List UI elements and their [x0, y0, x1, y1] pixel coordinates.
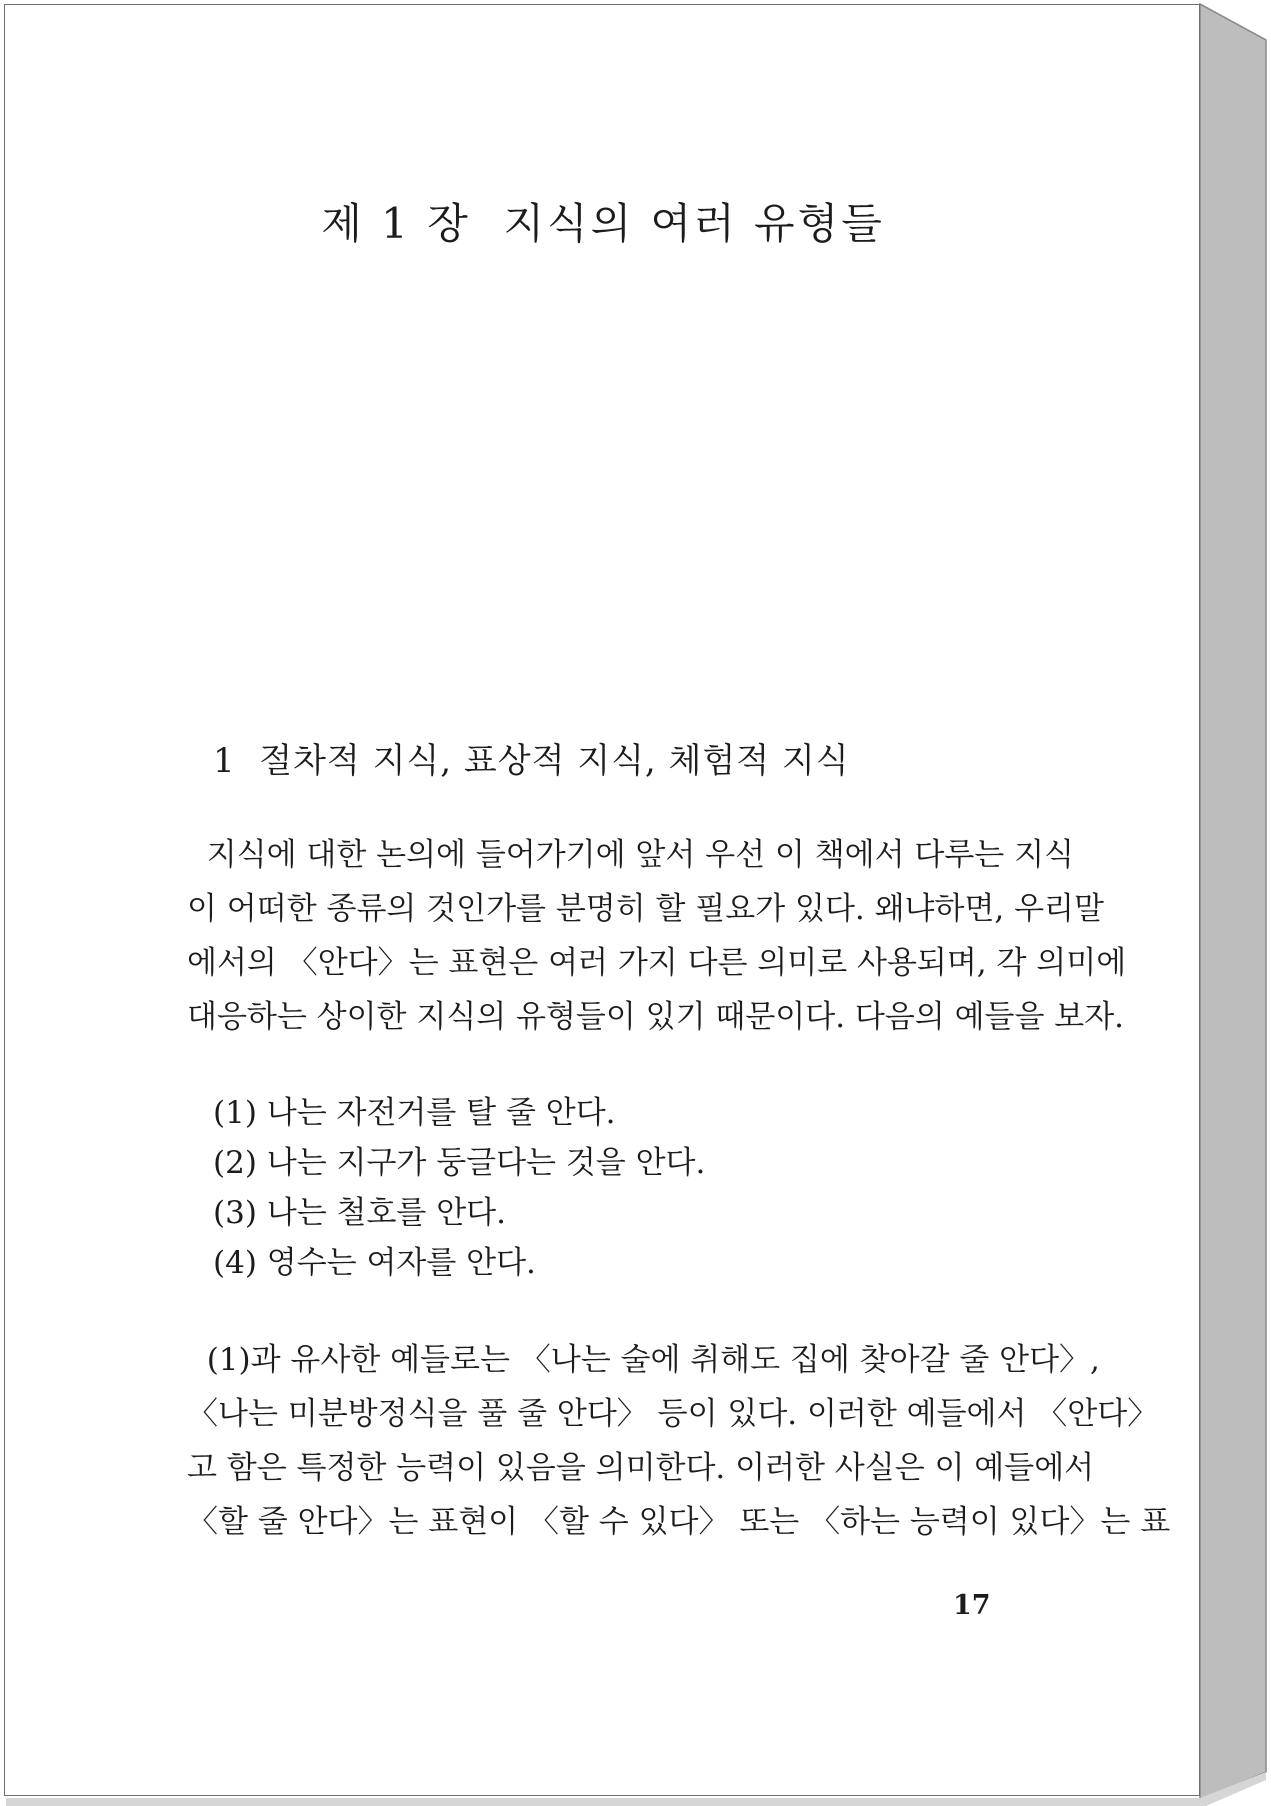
example-item: (3) 나는 철호를 안다. — [213, 1195, 506, 1231]
paragraph2-line: 〈나는 미분방정식을 풀 줄 안다〉 등이 있다. 이러한 예들에서 〈안다〉 — [187, 1396, 1159, 1432]
paragraph1-line: 이 어떠한 종류의 것인가를 분명히 할 필요가 있다. 왜냐하면, 우리말 — [187, 891, 1104, 927]
paragraph1-line: 지식에 대한 논의에 들어가기에 앞서 우선 이 책에서 다루는 지식 — [187, 837, 1074, 873]
paragraph1-line: 대응하는 상이한 지식의 유형들이 있기 때문이다. 다음의 예들을 보자. — [187, 999, 1125, 1035]
example-item: (2) 나는 지구가 둥글다는 것을 안다. — [213, 1145, 706, 1181]
section-heading: 1 절차적 지식, 표상적 지식, 체험적 지식 — [213, 741, 850, 781]
paragraph1-line: 에서의 〈안다〉는 표현은 여러 가지 다른 의미로 사용되며, 각 의미에 — [187, 945, 1127, 981]
example-item: (4) 영수는 여자를 안다. — [213, 1245, 536, 1281]
paragraph2-line: 〈할 줄 안다〉는 표현이 〈할 수 있다〉 또는 〈하는 능력이 있다〉는 표 — [187, 1504, 1171, 1540]
chapter-title: 제 1 장 지식의 여러 유형들 — [321, 199, 885, 248]
page-number: 17 — [953, 1590, 991, 1621]
book-page — [4, 4, 1200, 1796]
paragraph2-line: (1)과 유사한 예들로는 〈나는 술에 취해도 집에 찾아갈 줄 안다〉, — [187, 1342, 1100, 1378]
example-item: (1) 나는 자전거를 탈 줄 안다. — [213, 1095, 616, 1131]
paragraph2-line: 고 함은 특정한 능력이 있음을 의미한다. 이러한 사실은 이 예들에서 — [187, 1450, 1095, 1486]
